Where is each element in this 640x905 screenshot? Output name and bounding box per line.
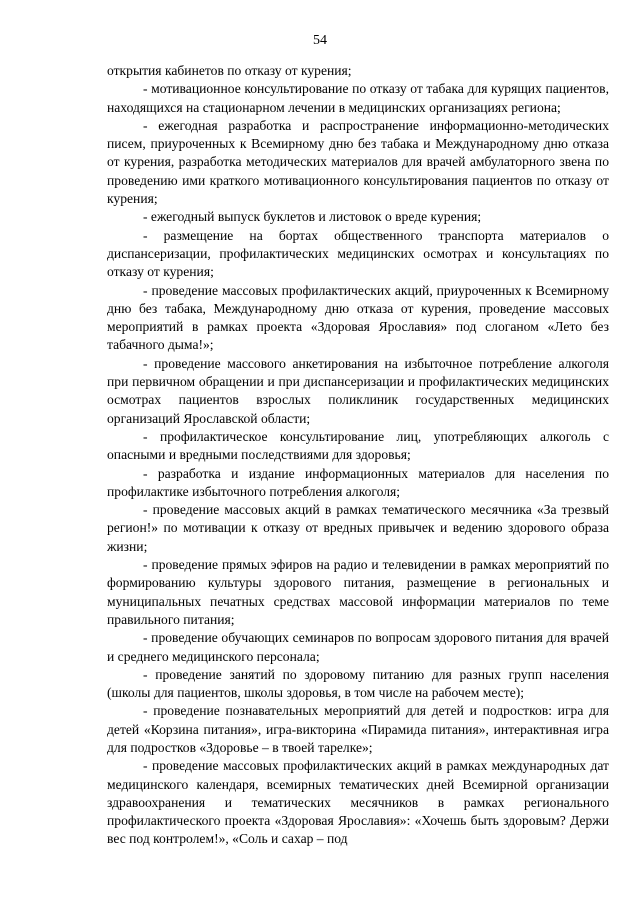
paragraph: - размещение на бортах общественного транспорта материалов о диспансеризации, профилактических медицинских осмотрах и консультациях по отказу от курения; bbox=[107, 227, 609, 280]
document-body bbox=[107, 62, 609, 849]
paragraph: открытия кабинетов по отказу от курения; bbox=[107, 63, 352, 78]
paragraph: - проведение прямых эфиров на радио и телевидении в рамках мероприятий по формированию культуры здорового питания, размещение в региональных и муниципальных печатных средствах массовой информации материалов по теме правильного питания; bbox=[107, 557, 609, 627]
paragraph: - проведение занятий по здоровому питанию для разных групп населения (школы для пациентов, школы здоровья, в том числе на рабочем месте); bbox=[107, 666, 609, 701]
paragraph: - проведение массового анкетирования на избыточное потребление алкоголя при первичном обращении и при диспансеризации и профилактических медицинских осмотрах пациентов взрослых поликлиник государственных медицинских организаций Ярославской области; bbox=[107, 355, 609, 426]
paragraph: - проведение познавательных мероприятий для детей и подростков: игра для детей «Корзина питания», игра-викторина «Пирамида питания», интерактивная игра для подростков «Здоровье – в твоей тарелке»; bbox=[107, 703, 609, 755]
paragraph: - ежегодный выпуск буклетов и листовок о вреде курения; bbox=[143, 209, 482, 225]
paragraph: - ежегодная разработка и распространение информационно-методических писем, приуроченных к Всемирному дню без табака и Международному дню отказа от курения, разработка методических материалов для врачей амбулаторного звена по проведению ими краткого мотивационного консультирования пациентов по отказу от курения; bbox=[107, 117, 609, 207]
paragraph: - проведение обучающих семинаров по вопросам здорового питания для врачей и среднего медицинского персонала; bbox=[107, 630, 609, 664]
paragraph: - проведение массовых акций в рамках тематического месячника «За трезвый регион!» по мотивации к отказу от вредных привычек и ведению здорового образа жизни; bbox=[107, 502, 609, 554]
paragraph: - мотивационное консультирование по отказу от табака для курящих пациентов, находящихся на стационарном лечении в медицинских организациях региона; bbox=[107, 81, 609, 115]
paragraph: - разработка и издание информационных материалов для населения по профилактике избыточного потребления алкоголя; bbox=[107, 465, 609, 499]
page-number: 54 bbox=[313, 33, 327, 48]
paragraph: - профилактическое консультирование лиц, употребляющих алкоголь с опасными и вредными последствиями для здоровья; bbox=[107, 428, 609, 463]
paragraph: - проведение массовых профилактических акций в рамках международных дат медицинского календаря, всемирных тематических дней Всемирной организации здравоохранения и тематических месячников в рамках регионального профилактического проекта «Здоровая Ярославия»: «Хочешь быть здоровым? Держи вес под контролем!», «Соль и сахар – под bbox=[107, 758, 609, 847]
paragraph: - проведение массовых профилактических акций, приуроченных к Всемирному дню без табака, Международному дню отказа от курения, проведение массовых мероприятий в рамках проекта «Здоровая Ярославия» под слоганом «Лето без табачного дыма!»; bbox=[107, 282, 609, 353]
